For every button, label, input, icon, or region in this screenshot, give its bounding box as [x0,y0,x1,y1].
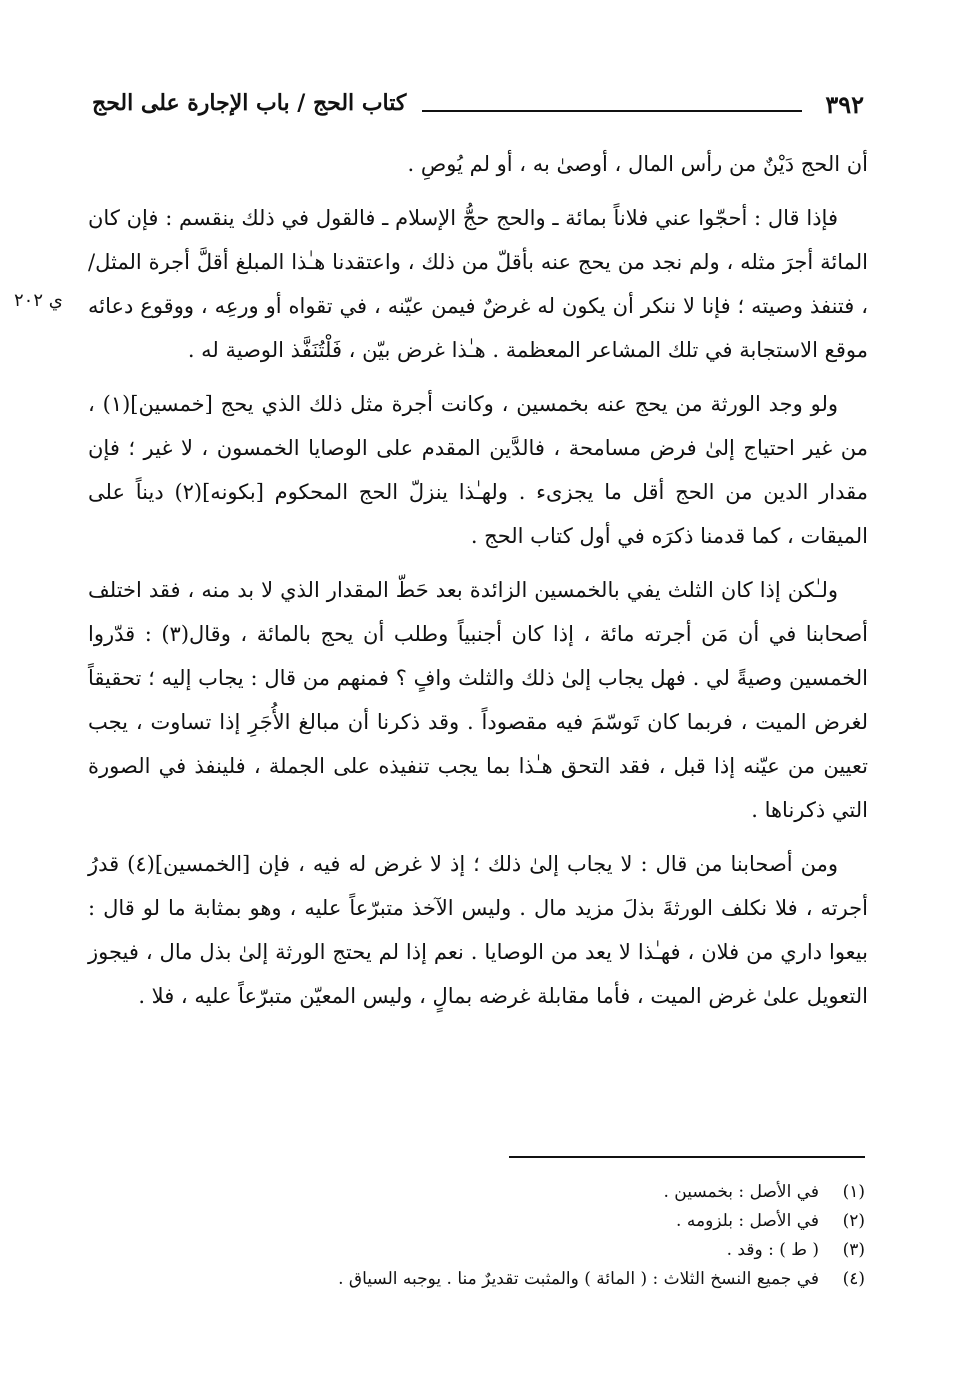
page-number: ٣٩٢ [825,90,864,119]
main-text [88,142,868,1028]
footnote [105,1265,865,1294]
footnote-number: (٢) [842,1211,865,1231]
footnote-text: في جميع النسخ الثلاث : ( المائة ) والمثبت تقديرٌ منا . يوجبه السياق . [338,1269,819,1289]
running-title: كتاب الحج / باب الإجارة على الحج [92,90,407,116]
footnote [105,1178,865,1207]
paragraph: أن الحج دَيْنٌ من رأس المال ، أوصىٰ به ، أو لم يُوصِ . [407,152,868,176]
footnote-text: في الأصل : بخمسين . [663,1182,819,1202]
footnote-number: (٣) [842,1240,865,1260]
header-rule [422,110,802,112]
paragraph: ولو وجد الورثة من يحج عنه بخمسين ، وكانت أجرة مثل ذلك الذي يحج [خمسين](١) ، من غير احتياج إلىٰ فرض مسامحة ، فالدَّين المقدم على الوصايا الخمسون ، لا غير ؛ فإن مقدار الدين من الحج أقل ما يجزىء . ولهـٰذا ينزلّ الحج المحكوم [بكونه](٢) ديناً على الميقات ، كما قدمنا ذكرَه في أول كتاب الحج . [88,392,868,548]
page-header [92,86,864,126]
footnote [105,1236,865,1265]
footnote-divider [509,1156,865,1158]
footnote-text: في الأصل : بلزومه . [676,1211,819,1231]
footnote [105,1207,865,1236]
footnote-number: (١) [842,1182,865,1202]
paragraph: فإذا قال : أحجّوا عني فلاناً بمائة ـ والحج حجُّ الإسلام ـ فالقول في ذلك ينقسم : فإن كان المائة أجرَ مثله ، ولم نجد من يحج عنه بأقلّ من ذلك ، واعتقدنا هـٰذا المبلغ أقلَّ أجرة المثل/ ، فتنفذ وصيته ؛ فإنا لا ننكر أن يكون له غرضٌ فيمن عيّنه ، في تقواه أو ورعِه ، ووقوع دعائه موقع الاستجابة في تلك المشاعر المعظمة . هـٰذا غرض بيّن ، فَلْتُنَفَّذ الوصية له . [88,206,868,362]
footnotes [105,1178,865,1294]
paragraph: ولـٰكن إذا كان الثلث يفي بالخمسين الزائدة بعد حَطّ المقدار الذي لا بد منه ، فقد اختلف أصحابنا في أن مَن أجرته مائة ، إذا كان أجنبياً وطلب أن يحج بالمائة ، وقال(٣) : قدّروا الخمسين وصيةً لي . فهل يجاب إلىٰ ذلك والثلث وافٍ ؟ فمنهم من قال : يجاب إليه ؛ تحقيقاً لغرض الميت ، فربما كان تَوسّمَ فيه مقصوداً . وقد ذكرنا أن مبالغ الأُجَرِ إذا تساوت ، يجب تعيين من عيّنه إذا قبل ، فقد التحق هـٰذا بما يجب تنفيذه على الجملة ، فلينفذ في الصورة التي ذكرناها . [88,578,868,822]
footnote-number: (٤) [842,1269,865,1289]
paragraph: ومن أصحابنا من قال : لا يجاب إلىٰ ذلك ؛ إذ لا غرض له فيه ، فإن [الخمسين](٤) قدرُ أجرته ، فلا نكلف الورثةَ بذلَ مزيد مال . وليس الآخذ متبرّعاً عليه ، وهو بمثابة ما لو قال : بيعوا داري من فلان ، فهـٰذا لا يعد من الوصايا . نعم إذا لم يحتج الورثة إلىٰ بذل مال ، فيجوز التعويل علىٰ غرض الميت ، فأما مقابلة غرضه بمالٍ ، وليس المعيّن متبرّعاً عليه ، فلا . [88,852,868,1008]
footnote-text: ( ط ) : وقد . [726,1240,819,1260]
margin-reference: ي ٢٠٢ [14,290,63,311]
